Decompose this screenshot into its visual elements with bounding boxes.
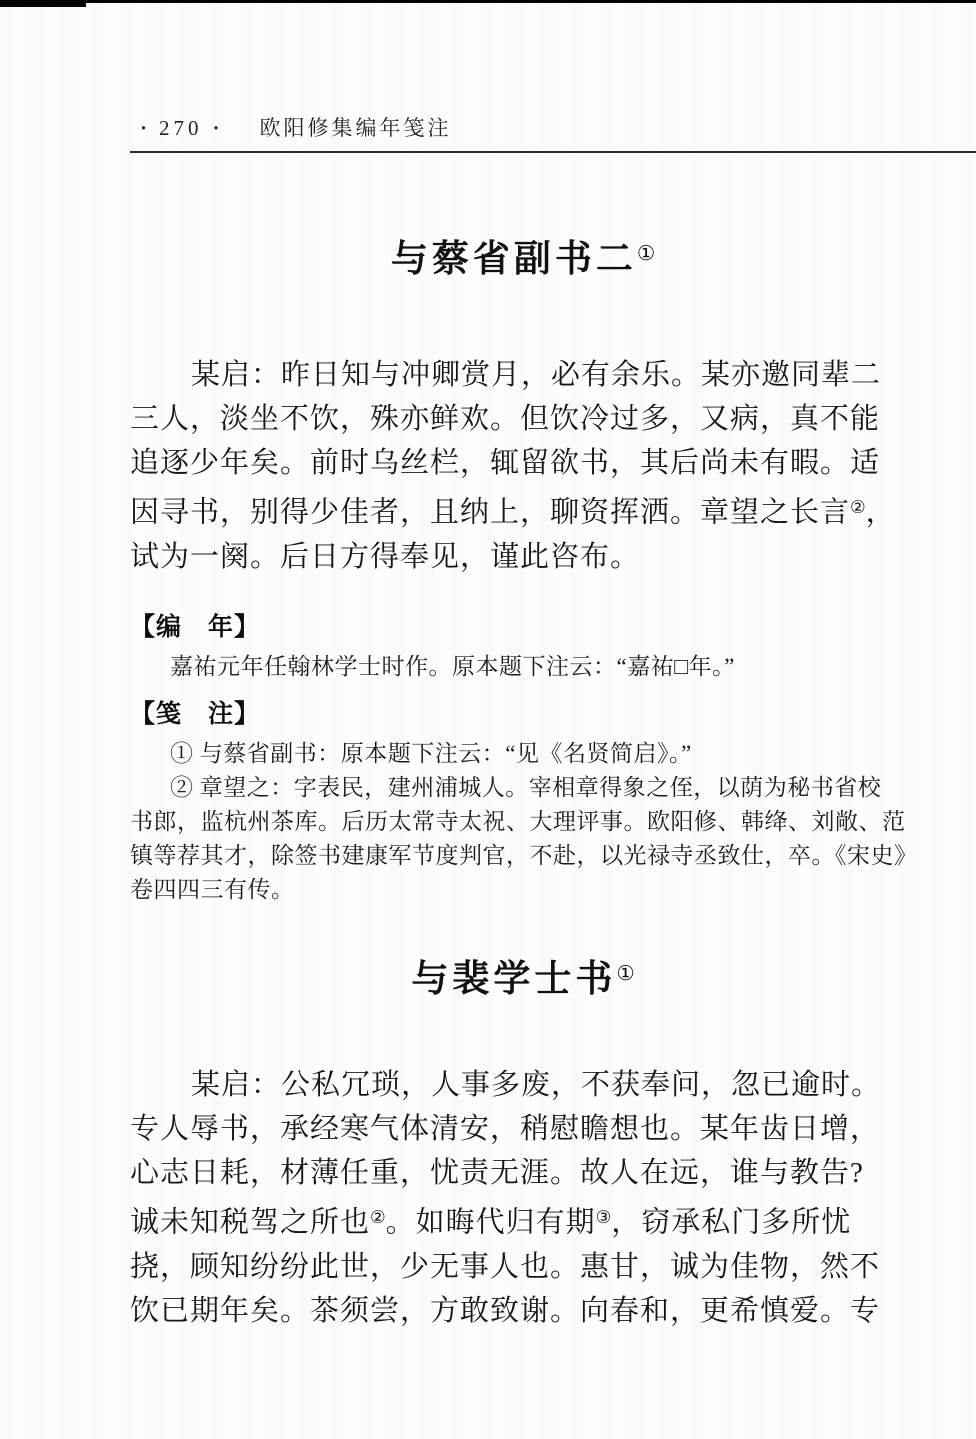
text-run: 与裴学士书: [411, 958, 617, 1000]
text-run: ② 章望之：字表民，建州浦城人。宰相章得象之侄，以荫为秘书省校: [170, 774, 882, 800]
text-run: 试为一阕。后日方得奉见，谨此咨布。: [130, 540, 641, 573]
page-number: 270: [159, 116, 203, 140]
text-run: 挠，顾知纷纷此世，少无事人也。惠甘，诚为佳物，然不: [130, 1250, 881, 1283]
text-line: [130, 535, 916, 579]
text-run: 与蔡省副书二: [390, 239, 637, 280]
book-title: 欧阳修集编年笺注: [259, 116, 452, 140]
text-line: [130, 1107, 916, 1151]
scan-edge-artifact-top: [0, 0, 976, 3]
letter1-title: [130, 237, 916, 283]
letter1-body: [130, 353, 916, 579]
biannian-section-body: [130, 650, 928, 684]
text-run: ，: [865, 496, 896, 529]
text-line: [130, 873, 928, 907]
text-line: [130, 441, 916, 485]
text-line: [130, 1195, 916, 1245]
text-run: 镇等荐其才，除签书建康军节度判官，不赴，以光禄寺丞致仕，卒。《宋史》: [130, 842, 918, 868]
text-line: [130, 737, 928, 771]
text-run: 追逐少年矣。前时乌丝栏，辄留欲书，其后尚未有暇。适: [130, 447, 881, 480]
note-reference-superscript: ②: [850, 497, 866, 518]
note-reference-superscript: ①: [616, 962, 635, 985]
note-reference-superscript: ③: [595, 1207, 612, 1228]
header-dot-right: ·: [212, 116, 222, 140]
header-rule: [130, 151, 976, 153]
text-line: [130, 839, 928, 873]
text-line: [130, 1063, 916, 1107]
text-run: 三人，淡坐不饮，殊亦鲜欢。但饮冷过多，又病，真不能: [130, 403, 881, 436]
letter2-body: [130, 1063, 916, 1333]
text-line: [130, 1245, 916, 1289]
text-line: [130, 805, 928, 839]
text-run: ，窃承私门多所忧: [611, 1206, 852, 1239]
text-run: 。如晦代归有期: [385, 1206, 596, 1239]
header-dot-left: ·: [140, 116, 150, 140]
text-line: [130, 1151, 916, 1195]
note-reference-superscript: ①: [636, 242, 656, 265]
text-run: 某启：昨日知与冲卿赏月，必有余乐。某亦邀同辈二: [191, 359, 882, 392]
text-run: 因寻书，别得少佳者，且纳上，聊资挥洒。章望之长言: [130, 496, 851, 529]
text-line: [130, 353, 916, 397]
text-run: 嘉祐元年任翰林学士时作。原本题下注云：“嘉祐□年。”: [170, 653, 735, 679]
running-header: [130, 112, 916, 142]
text-run: 专人辱书，承经寒气体清安，稍慰瞻想也。某年齿日增，: [130, 1113, 881, 1146]
note-reference-superscript: ②: [370, 1207, 386, 1228]
letter2-title: [130, 957, 916, 1003]
text-line: [130, 1289, 916, 1333]
text-run: 卷四四三有传。: [130, 876, 295, 902]
text-line: [130, 397, 916, 441]
text-line: [130, 485, 916, 535]
text-run: 诚未知税驾之所也: [130, 1206, 371, 1239]
jianzhu-section-heading: 【笺 注】: [130, 699, 261, 728]
scan-edge-artifact-top-left: [0, 2, 86, 7]
text-run: 饮已期年矣。茶须尝，方敢致谢。向春和，更希慎爱。专: [130, 1294, 881, 1327]
biannian-section-heading: 【编 年】: [130, 612, 261, 641]
text-run: 书郎，监杭州茶库。后历太常寺太祝、大理评事。欧阳修、韩绛、刘敞、范: [130, 808, 906, 834]
text-run: 某启：公私冗琐，人事多废，不获奉问，忽已逾时。: [191, 1069, 882, 1102]
jianzhu-section-body: [130, 737, 928, 907]
text-run: 心志日耗，材薄任重，忧责无涯。故人在远，谁与教告?: [130, 1157, 864, 1190]
text-line: [130, 771, 928, 805]
text-line: [130, 650, 928, 684]
text-run: ① 与蔡省副书：原本题下注云：“见《名贤简启》。”: [170, 740, 692, 766]
